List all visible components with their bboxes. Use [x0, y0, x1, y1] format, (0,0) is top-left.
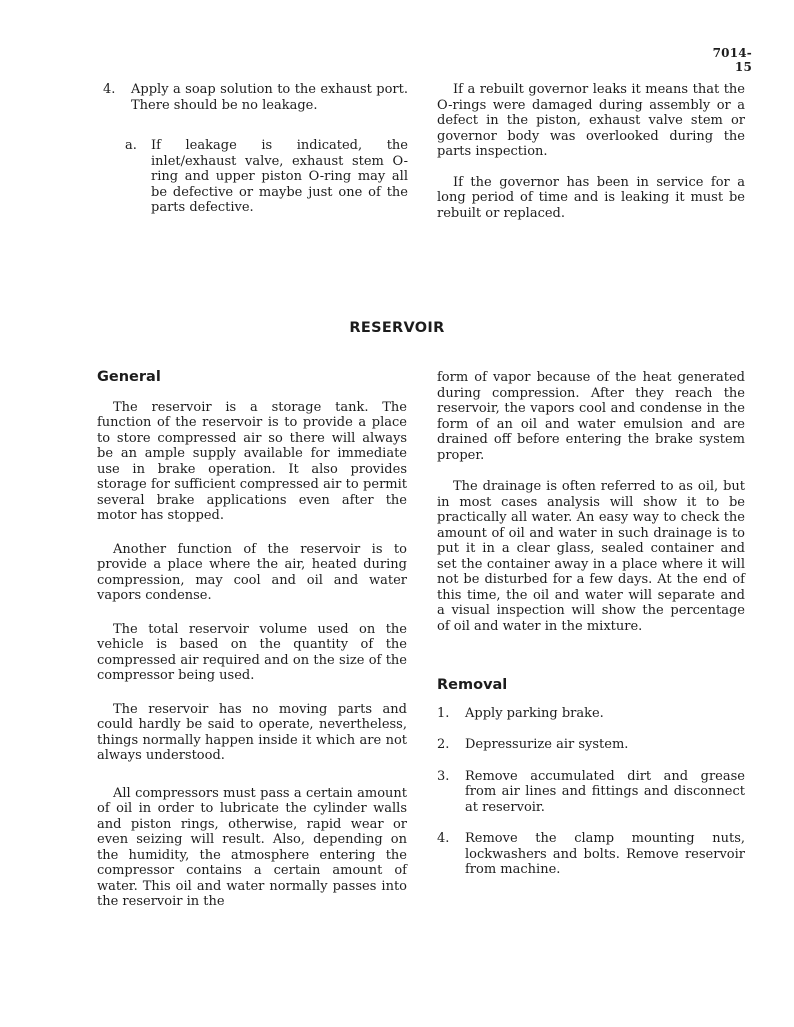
removal-step-number: 2.	[437, 737, 450, 752]
removal-heading: Removal	[437, 677, 508, 693]
removal-step-number: 4.	[437, 831, 450, 846]
removal-step-number: 3.	[437, 768, 450, 784]
general-left-column	[97, 370, 407, 910]
removal-step-number: 1.	[437, 705, 450, 721]
governor-rebuilt-paragraph: If a rebuilt governor leaks it means that the O-rings were damaged during assembly or a defect in the piston, exhaust valve stem or governor body was overlooked during the parts inspection.	[437, 82, 745, 159]
general-paragraph-1: The reservoir is a storage tank. The function of the reservoir is to provide a place to store compressed air so there will always be an ample supply available for immediate use in brake operation. It also provides storage for sufficient compressed air to permit several brake applications even after the motor has stopped.	[97, 399, 407, 523]
removal-step-text: Remove accumulated dirt and grease from air lines and fittings and disconnect at reservoir.	[465, 768, 745, 815]
general-heading: General	[97, 369, 161, 385]
general-paragraph-3: The total reservoir volume used on the vehicle is based on the quantity of the compressed air required and on the size of the compressor being used.	[97, 621, 407, 683]
step-4-text: Apply a soap solution to the exhaust port. There should be no leakage.	[131, 82, 408, 113]
step-4a	[103, 138, 408, 216]
general-paragraph-4: The reservoir has no moving parts and could hardly be said to operate, nevertheless, things normally happen inside it which are not always understood.	[97, 701, 407, 763]
top-left-column	[103, 82, 408, 216]
removal-step	[437, 769, 745, 816]
step-4a-letter: a.	[125, 138, 137, 153]
removal-step	[437, 737, 745, 753]
step-4-number: 4.	[103, 82, 116, 97]
general-paragraph-7: The drainage is often referred to as oil, but in most cases analysis will show it to be practically all water. An easy way to check the amount of oil and water in such drainage is to put it in a clear glass, sealed container and set the container away in a place where it will not be disturbed for a few days. At the end of this time, the oil and water will separate and a visual inspection will show the percentage of oil and water in the mixture.	[437, 479, 745, 634]
removal-step-text: Remove the clamp mounting nuts, lockwashers and bolts. Remove reservoir from machine.	[465, 831, 745, 877]
removal-step-text: Apply parking brake.	[465, 705, 604, 721]
step-4a-text: If leakage is indicated, the inlet/exhaust valve, exhaust stem O-ring and upper piston O-ring may all be defective or maybe just one of the parts defective.	[151, 138, 408, 215]
removal-step	[437, 831, 745, 878]
general-paragraph-2: Another function of the reservoir is to provide a place where the air, heated during compression, may cool and oil and water vapors condense.	[97, 541, 407, 603]
section-title: RESERVOIR	[349, 320, 445, 336]
top-right-column	[437, 82, 745, 221]
governor-service-paragraph: If the governor has been in service for a long period of time and is leaking it must be rebuilt or replaced.	[437, 174, 745, 221]
removal-step	[437, 706, 745, 722]
step-4	[103, 82, 408, 113]
general-right-column	[437, 370, 745, 878]
general-paragraph-5: All compressors must pass a certain amount of oil in order to lubricate the cylinder walls and piston rings, otherwise, rapid wear or even seizing will result. Also, depending on the humidity, the atmosphere entering the compressor contains a certain amount of water. This oil and water normally passes into the reservoir in the	[97, 785, 407, 909]
page-number: 7014-15	[712, 46, 752, 74]
general-paragraph-6: form of vapor because of the heat generated during compression. After they reach the reservoir, the vapors cool and condense in the form of an oil and water emulsion and are drained off before entering the brake system proper.	[437, 370, 745, 463]
removal-step-text: Depressurize air system.	[465, 737, 629, 752]
